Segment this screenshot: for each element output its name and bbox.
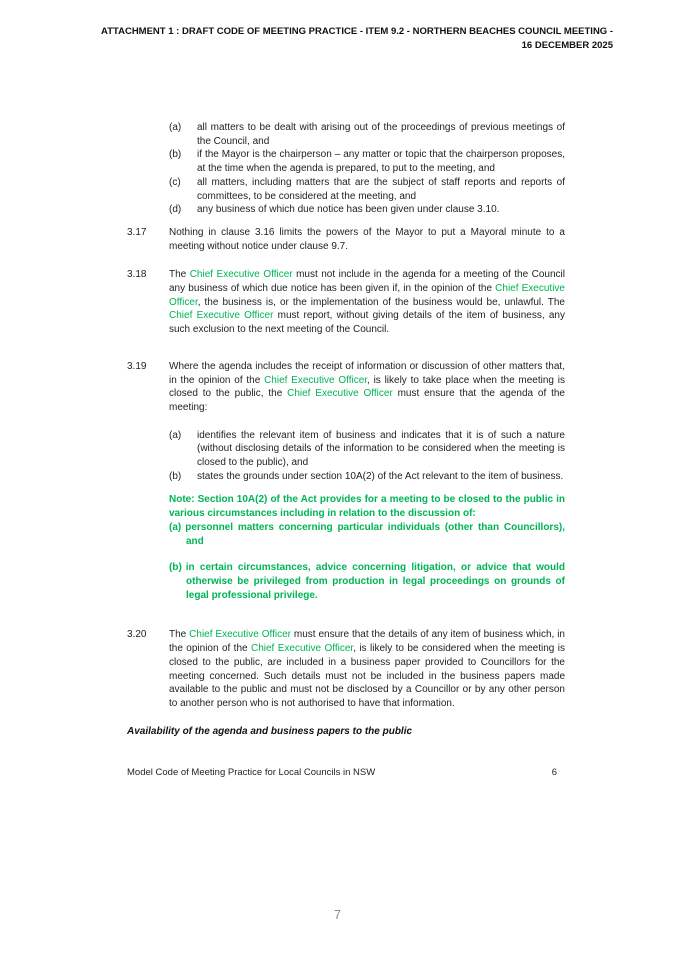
list-item — [169, 121, 565, 148]
clause-number-spacer — [127, 121, 169, 217]
clause-3-20 — [127, 628, 565, 710]
text-run: , is likely to take place when the meeting is closed to the public, the — [169, 374, 565, 400]
document-footer — [127, 766, 565, 780]
note-item-marker: (b) — [169, 562, 182, 574]
text-run: , the business is, or the implementation of the business would be, unlawful. The — [197, 296, 565, 308]
list-item — [169, 148, 565, 175]
list-item — [169, 176, 565, 203]
note-block — [169, 493, 565, 602]
green-term: Chief Executive Officer — [264, 374, 368, 386]
document-header — [58, 25, 613, 53]
list-item-text: if the Mayor is the chairperson – any matter or topic that the chairperson proposes, at the time when the agenda is prepared, to put to the meeting, and — [197, 149, 565, 175]
text-run: must not include in the agenda for a meeting of the Council any business of which due notice has been given if, in the opinion of the — [169, 269, 565, 295]
document-body — [127, 121, 565, 780]
clause-text — [169, 628, 565, 710]
text-run: , is likely to be considered when the meeting is closed to the public, are included in a business paper provided to Councillors for the meeting concerned. Such details must not be included in the business papers made available to the public and must not be disclosed by a Councillor or by any other person to another person who is not authorised to have that information. — [169, 643, 565, 709]
clause-number: 3.17 — [127, 226, 147, 238]
text-run: The — [169, 269, 190, 281]
clause-number: 3.19 — [127, 360, 147, 372]
clause-text: Nothing in clause 3.16 limits the powers of the Mayor to put a Mayoral minute to a meeting without notice under clause 9.7. — [169, 226, 565, 252]
list-item-marker: (a) — [169, 122, 182, 133]
list-item-marker: (b) — [169, 149, 182, 161]
intro-list — [127, 121, 565, 217]
text-run: must ensure that the agenda of the meeting: — [169, 388, 565, 413]
clause-text — [169, 360, 565, 484]
section-heading: Availability of the agenda and business papers to the public — [127, 725, 413, 737]
green-term: Chief Executive Officer — [169, 310, 274, 322]
list-item — [169, 470, 565, 484]
note-item-text: in certain circumstances, advice concerning litigation, or advice that would otherwise be privileged from production in legal proceedings on grounds of legal professional privilege. — [185, 562, 565, 601]
green-term: Chief Executive Officer — [189, 629, 291, 641]
clause-number: 3.20 — [127, 629, 147, 641]
header-line-1: ATTACHMENT 1 : DRAFT CODE OF MEETING PRACTICE - ITEM 9.2 - NORTHERN BEACHES COUNCIL MEETING - — [101, 26, 613, 37]
list-item-text: identifies the relevant item of business and indicates that it is of such a nature (without disclosing details of the information to be considered when the meeting is closed to the public), and — [197, 429, 565, 469]
green-term: Chief Executive Officer — [189, 269, 293, 281]
text-run: Where the agenda includes the receipt of information or discussion of other matters that, in the opinion of the — [169, 360, 565, 386]
list-item — [169, 203, 565, 217]
list-item — [169, 429, 565, 470]
list-item-text: any business of which due notice has been given under clause 3.10. — [197, 204, 500, 216]
clause-number: 3.18 — [127, 269, 147, 281]
text-run: must report, without giving details of the item of business, any such exclusion to the next meeting of the Council. — [169, 310, 565, 336]
text-run: The — [169, 629, 190, 641]
list-item-text: all matters to be dealt with arising out of the proceedings of previous meetings of the Council, and — [197, 122, 565, 147]
note-item — [169, 521, 565, 548]
green-term: Chief Executive Officer — [250, 643, 354, 655]
list-item-marker: (b) — [169, 470, 182, 482]
attachment-page-number: 7 — [334, 908, 341, 922]
clause-sublist — [169, 429, 565, 484]
list-item-marker: (c) — [169, 176, 181, 188]
clause-3-19 — [127, 360, 565, 484]
note-item — [169, 561, 565, 602]
intro-list-items — [169, 121, 565, 217]
text-run: must ensure that the details of any item of business which, in the opinion of the — [169, 629, 565, 655]
green-term: Chief Executive Officer — [287, 388, 393, 400]
clause-text — [169, 268, 565, 337]
green-term: Chief Executive Officer — [169, 283, 565, 308]
note-item-text: personnel matters concerning particular individuals (other than Councillors), and — [185, 521, 565, 547]
list-item-text: states the grounds under section 10A(2) of the Act relevant to the item of business. — [197, 470, 564, 482]
clause-3-17 — [127, 226, 565, 253]
footer-title: Model Code of Meeting Practice for Local Councils in NSW — [127, 767, 376, 779]
list-item-text: all matters, including matters that are the subject of staff reports and reports of committees, to be considered at the meeting, and — [197, 176, 565, 202]
clause-paragraph — [169, 360, 565, 415]
note-item-marker: (a) — [169, 521, 182, 533]
clause-3-18 — [127, 268, 565, 337]
list-item-marker: (d) — [169, 204, 182, 216]
list-item-marker: (a) — [169, 429, 182, 441]
note-intro: Note: Section 10A(2) of the Act provides for a meeting to be closed to the public in various circumstances including in relation to the discussion of: — [169, 494, 565, 520]
header-line-2: 16 DECEMBER 2025 — [521, 40, 613, 51]
footer-page-number: 6 — [551, 767, 557, 779]
